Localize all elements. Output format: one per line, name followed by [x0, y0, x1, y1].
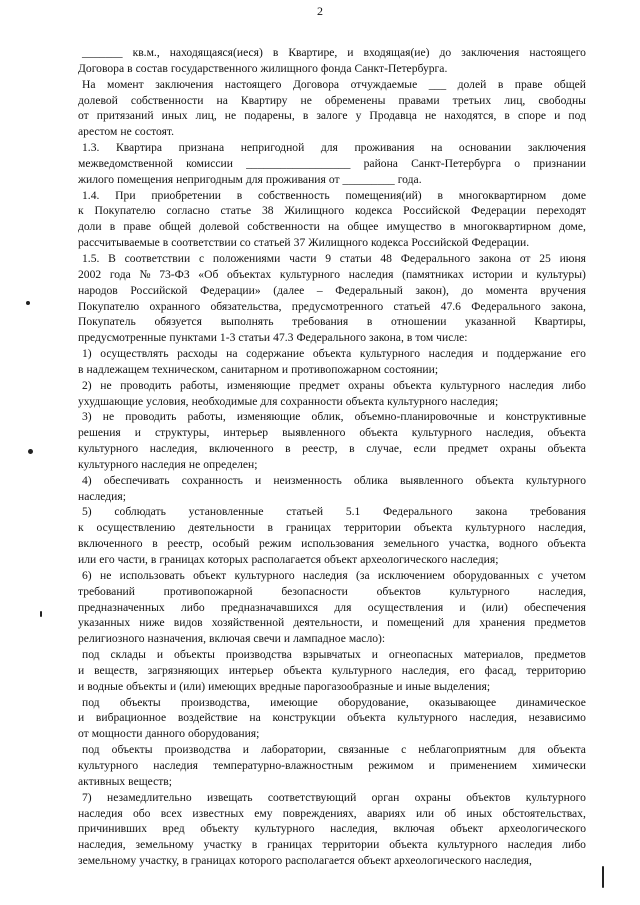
scan-speck	[28, 449, 33, 454]
text-line: культурного наследия температурно-влажностным режимом и применением химически	[78, 758, 586, 772]
paragraph	[78, 346, 586, 378]
text-line: На момент заключения настоящего Договора отчуждаемые ___ долей в праве общей	[82, 77, 586, 91]
paragraph	[78, 409, 586, 472]
paragraph	[78, 188, 586, 251]
text-line: Договора в состав государственного жилищного фонда Санкт-Петербурга.	[78, 61, 448, 75]
text-line: предназначенных либо предназначавшихся для осуществления и (или) обеспечения	[78, 600, 586, 614]
text-line: к Покупателю согласно статье 38 Жилищного кодекса Российской Федерации переходят	[78, 204, 586, 218]
text-line: земельному участку, в границах которого располагается объект археологического наследия,	[78, 854, 532, 868]
text-line: Покупатель обязуется выполнять требования в отношении указанной Квартиры,	[78, 315, 586, 329]
text-line: причинивших вред объекту культурного наследия, включая объект археологического	[78, 822, 586, 836]
text-line: под склады и объекты производства взрывчатых и огнеопасных материалов, предметов	[82, 648, 586, 662]
paragraph	[78, 647, 586, 695]
text-line: 3) не проводить работы, изменяющие облик, объемно-планировочные и конструктивные	[82, 410, 586, 424]
paragraph	[78, 568, 586, 647]
text-line: 2) не проводить работы, изменяющие предмет охраны объекта культурного наследия либо	[82, 378, 586, 392]
text-line: культурного наследия, включенного в реестр, в случае, если предмет охраны объекта	[78, 442, 586, 456]
text-line: или его части, в границах которых располагается объект археологического наследия;	[78, 553, 499, 566]
text-line: межведомственной комиссии __________________ района Санкт-Петербурга о признании	[78, 156, 586, 170]
text-line: 1.4. При приобретении в собственность помещения(ий) в многоквартирном доме	[82, 188, 586, 202]
text-line: наследия обо всех известных ему повреждениях, авариях или об иных обстоятельствах,	[78, 806, 586, 820]
paragraph	[78, 45, 586, 77]
text-line: долевой собственности на Квартиру не обременены правами третьих лиц, свободны	[78, 93, 586, 107]
paragraph	[78, 77, 586, 140]
text-line: рассчитываемые в соответствии со статьей 37 Жилищного кодекса Российской Федерации.	[78, 236, 530, 250]
scan-speck	[602, 866, 604, 888]
text-line: под объекты производства, имеющие оборудование, оказывающее динамическое	[82, 695, 586, 709]
paragraph	[78, 140, 586, 188]
text-line: 1.3. Квартира признана непригодной для проживания на основании заключения	[82, 141, 586, 155]
text-line: 4) обеспечивать сохранность и неизменность облика выявленного объекта культурного	[82, 473, 586, 487]
text-line: от притязаний иных лиц, не подарены, в залоге у Продавца не находятся, в споре и под	[78, 109, 586, 123]
text-line: 1) осуществлять расходы на содержание объекта культурного наследия и поддержание его	[82, 347, 586, 361]
page-number: 2	[317, 4, 323, 18]
text-line: требований противопожарной безопасности объектов культурного наследия,	[78, 584, 586, 598]
text-line: предусмотренные пунктами 1-3 статьи 47.3 Федерального закона, в том числе:	[78, 331, 468, 345]
text-line: Покупателю охранного обязательства, предусмотренного статьей 47.6 Федерального закона,	[78, 299, 586, 313]
text-line: к осуществлению деятельности в границах территории объекта культурного наследия,	[78, 521, 586, 535]
text-line: под объекты производства и лаборатории, связанные с неблагоприятным для объекта	[82, 743, 586, 757]
paragraph	[78, 473, 586, 505]
text-line: 6) не использовать объект культурного наследия (за исключением оборудованных с учетом	[82, 568, 586, 582]
paragraph	[78, 378, 586, 410]
paragraph	[78, 251, 586, 346]
text-line: религиозного назначения, включая свечи и лампадное масло):	[78, 632, 386, 646]
document-body	[78, 45, 586, 869]
text-line: наследия, земельному участку в границах территории объекта культурного наследия либо	[78, 838, 586, 852]
text-line: наследия;	[78, 489, 126, 503]
scan-speck	[40, 611, 42, 617]
text-line: ухудшающие условия, необходимые для сохранности объекта культурного наследия;	[78, 394, 499, 408]
text-line: народов Российской Федерации» (далее – Федеральный закон), до момента вручения	[78, 283, 586, 297]
text-line: и водные объекты и (или) имеющих вредные парогазообразные и иные выделения;	[78, 679, 491, 693]
text-line: включенного в реестр, особый режим использования земельного участка, водного объекта	[78, 537, 586, 551]
text-line: _______ кв.м., находящаяся(иеся) в Квартире, и входящая(ие) до заключения настоящего	[82, 46, 586, 59]
text-line: 2002 года № 73-ФЗ «Об объектах культурного наследия (памятниках истории и культуры)	[78, 267, 586, 281]
text-line: арестом не состоят.	[78, 125, 175, 139]
scan-speck	[26, 301, 30, 305]
text-line: 7) незамедлительно извещать соответствующий орган охраны объектов культурного	[82, 790, 586, 804]
paragraph	[78, 695, 586, 743]
paragraph	[78, 504, 586, 567]
text-line: 1.5. В соответствии с положениями части 9 статьи 48 Федерального закона от 25 июня	[82, 251, 586, 265]
text-line: культурного наследия не определен;	[78, 457, 258, 471]
text-line: указанных ниже видов хозяйственной деятельности, и помещений для хранения предметов	[78, 616, 586, 630]
text-line: и вибрационное воздействие на конструкции объекта культурного наследия, независимо	[78, 711, 586, 725]
text-line: от мощности данного оборудования;	[78, 727, 260, 741]
text-line: решения и структуры, интерьер выявленного объекта культурного наследия, объекта	[78, 426, 586, 440]
text-line: активных веществ;	[78, 774, 172, 788]
text-line: доли в праве общей долевой собственности на общее имущество в многоквартирном доме,	[78, 220, 586, 234]
text-line: 5) соблюдать установленные статьей 5.1 Федерального закона требования	[82, 505, 586, 519]
paragraph	[78, 790, 586, 869]
text-line: в надлежащем техническом, санитарном и противопожарном состоянии;	[78, 362, 439, 376]
text-line: и веществ, загрязняющих интерьер объекта культурного наследия, его фасад, территорию	[78, 663, 586, 677]
text-line: жилого помещения непригодным для проживания от _________ года.	[78, 172, 422, 186]
paragraph	[78, 742, 586, 790]
